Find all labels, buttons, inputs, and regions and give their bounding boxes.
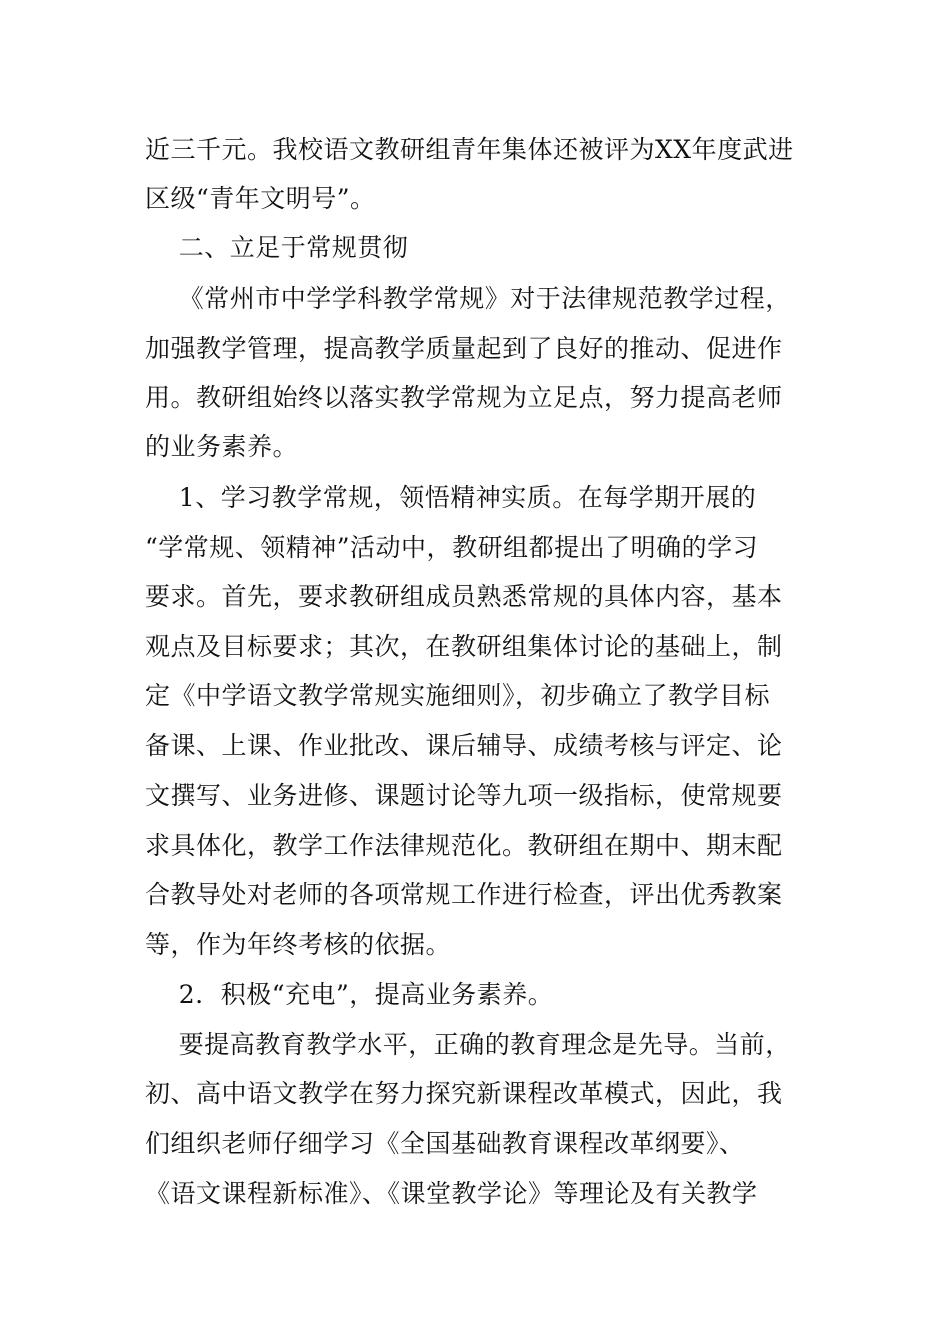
text-line: 要提高教育教学水平，正确的教育理念是先导。当前， — [145, 1030, 791, 1059]
text-line: 1、学习教学常规，领悟精神实质。在每学期开展的 — [145, 483, 757, 512]
text-line: 《语文课程新标准》、《课堂教学论》等理论及有关教学 — [145, 1179, 758, 1208]
text-line: 初、高中语文教学在努力探究新课程改革模式，因此，我 — [145, 1079, 783, 1108]
section-heading: 二、立足于常规贯彻 — [145, 233, 409, 262]
text-line: 要求。首先，要求教研组成员熟悉常规的具体内容，基本 — [145, 582, 783, 611]
text-line: 《常州市中学学科教学常规》对于法律规范教学过程， — [145, 284, 791, 313]
text-line: “学常规、领精神”活动中，教研组都提出了明确的学习 — [145, 533, 759, 562]
text-line: 近三千元。我校语文教研组青年集体还被评为XX年度武进 — [145, 135, 794, 164]
text-line: 备课、上课、作业批改、课后辅导、成绩考核与评定、论 — [145, 731, 783, 760]
text-line: 观点及目标要求；其次，在教研组集体讨论的基础上，制 — [145, 632, 783, 661]
text-line: 文撰写、业务进修、课题讨论等九项一级指标，使常规要 — [145, 781, 783, 810]
text-line: 区级“青年文明号”。 — [145, 184, 376, 213]
text-line: 等，作为年终考核的依据。 — [145, 930, 452, 959]
text-line: 用。教研组始终以落实教学常规为立足点，努力提高老师 — [145, 383, 783, 412]
text-line: 定《中学语文教学常规实施细则》，初步确立了教学目标 — [145, 681, 771, 710]
text-line: 加强教学管理，提高教学质量起到了良好的推动、促进作 — [145, 334, 783, 363]
text-line: 合教导处对老师的各项常规工作进行检查，评出优秀教案 — [145, 880, 783, 909]
text-line: 求具体化，教学工作法律规范化。教研组在期中、期末配 — [145, 831, 783, 860]
text-line: 2．积极“充电”，提高业务素养。 — [145, 980, 554, 1009]
text-line: 的业务素养。 — [145, 432, 299, 461]
text-line: 们组织老师仔细学习《全国基础教育课程改革纲要》、 — [145, 1129, 745, 1158]
